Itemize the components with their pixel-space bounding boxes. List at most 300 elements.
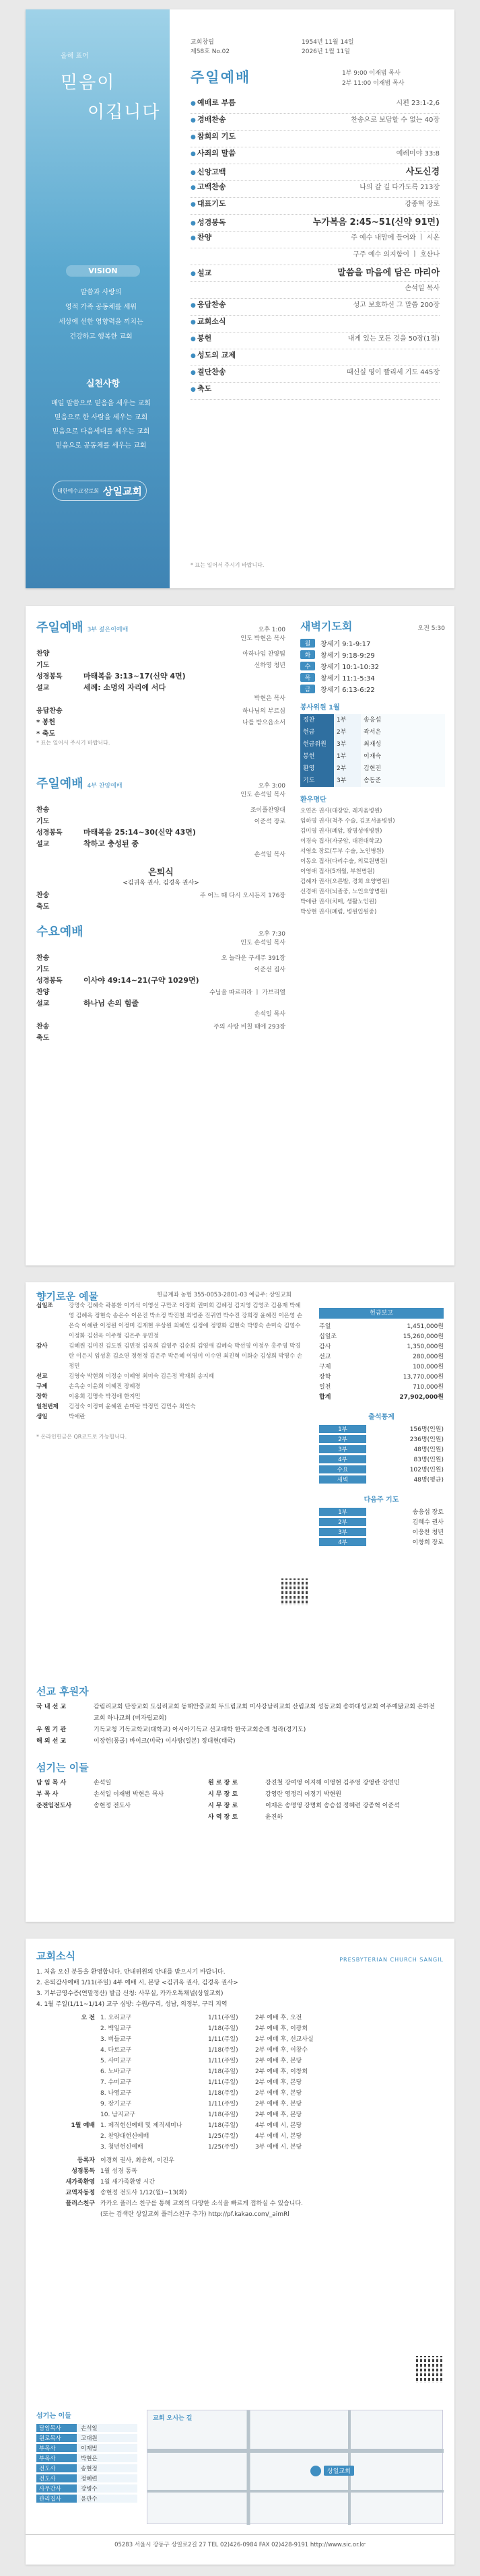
visit-row <box>36 2045 444 2056</box>
wednesday-title: 수요예배 <box>36 925 83 939</box>
summary-value: 280,000원 <box>413 1354 444 1360</box>
serve-heading <box>300 701 445 711</box>
note-label: 교역자동정 <box>65 2190 95 2196</box>
dawn-prayer-time: 오전 5:30 <box>417 625 445 632</box>
visit-date: 1/11(주일) <box>208 2015 238 2021</box>
visit-label <box>36 2066 100 2077</box>
order-value: 때신실 영이 빨리세 기도 445장 <box>346 369 440 376</box>
news-line: 1. 처음 오신 분들을 환영합니다. 안내위원의 안내를 받으시기 바랍니다. <box>36 1969 226 1976</box>
summary-label: 합계 <box>319 1394 331 1401</box>
order-row <box>191 282 440 299</box>
service-row <box>36 1032 285 1043</box>
church-logo <box>53 481 147 501</box>
note-row <box>36 2155 444 2166</box>
order-label: 봉헌 <box>197 334 212 343</box>
order-row <box>191 299 440 316</box>
service-row <box>36 716 285 728</box>
bullet-icon: ● <box>191 386 196 393</box>
serve-role: 환영 <box>303 765 315 772</box>
order-row <box>191 181 440 198</box>
bullet-icon: ● <box>191 336 196 343</box>
row-label: 성경봉독 <box>36 673 63 681</box>
serve-person: 이재숙 <box>364 753 382 760</box>
row-label: * 봉헌 <box>36 719 56 726</box>
bullet-icon: ● <box>191 134 196 141</box>
care-item: 김혜자 권사(오른발, 경희 요양병원) <box>300 878 390 885</box>
mission-supporters <box>36 1686 440 1823</box>
order-value: 성고 보호하신 그 말씀 200장 <box>353 302 440 309</box>
bulletin-page-1 <box>26 9 454 588</box>
staff-row <box>36 2433 137 2443</box>
coworker-names: 강영란 영정리 이정기 박현원 <box>265 1791 341 1798</box>
serve-title: 봉사위원 <box>300 704 327 711</box>
service-row <box>36 648 285 659</box>
visit-title: 6. 노바교구 <box>100 2068 132 2075</box>
dawn-passage: 창세기 9:1-9:17 <box>320 641 371 648</box>
visit-date: 1/18(주일) <box>208 2047 238 2054</box>
bullet-icon: ● <box>191 271 196 277</box>
news-line: 2. 은퇴감사예배 1/11(주일) 4부 예배 시, 본당 <김귀옥 권사, 김경옥 권사> <box>36 1980 238 1986</box>
visit-place: 2부 예배 후, 본당 <box>255 2058 302 2064</box>
mission-heading: 선교 후원자 <box>36 1685 89 1698</box>
summary-label: 구제 <box>319 1364 331 1370</box>
care-item: 서영호 장로(두부 수술, 노인병원) <box>300 848 384 855</box>
pub-date: 2026년 1월 11일 <box>302 48 350 55</box>
attendance-value: 48명(인원) <box>413 1447 444 1453</box>
row-value: 손석일 목사 <box>254 851 285 858</box>
offering-group <box>36 1402 306 1412</box>
bulletin-page-3 <box>26 1282 454 1922</box>
staff-role: 담임목사 <box>36 2424 77 2432</box>
pub-line: 교회창립 <box>191 39 214 46</box>
motto-banner <box>26 9 170 588</box>
care-item: 김미영 권사(폐암, 광명성애병원) <box>300 828 382 835</box>
offering-summary <box>319 1308 444 1547</box>
order-label: 성도의 교제 <box>197 351 236 359</box>
staff-name: 윤관수 <box>77 2495 137 2503</box>
coworker-names: 윤진하 <box>265 1814 283 1821</box>
order-value: 주 예수 내맘에 들어와 ㅣ 시온 <box>351 234 440 242</box>
kakao-link[interactable]: (또는 검색란 상일교회 플러스친구 추가) http://pf.kakao.com/_aimRl <box>100 2211 289 2218</box>
care-item: 임하영 권사(척추 수술, 김포서울병원) <box>300 818 395 825</box>
note-text: 송현정 전도사 1/12(월)~13(화) <box>100 2190 187 2196</box>
service-4 <box>36 774 285 912</box>
order-value: 나의 갈 길 다가도록 213장 <box>359 184 440 191</box>
mission-label: 해 외 선 교 <box>36 1738 67 1745</box>
service-row <box>36 998 285 1009</box>
visit-place: 2부 예배 후, 이광희 <box>255 2025 308 2032</box>
next-prayer-row <box>319 1537 444 1547</box>
visit-label: 1월 예배 <box>71 2122 95 2129</box>
visit-row <box>36 2077 444 2088</box>
service-row <box>36 693 285 705</box>
dawn-passage: 창세기 11:1-5:34 <box>320 675 375 683</box>
dawn-prayer-title: 새벽기도회 <box>300 620 353 633</box>
row-label: 기도 <box>36 966 50 973</box>
order-value: 강종혁 장로 <box>405 201 440 208</box>
attendance-value: 156명(인원) <box>409 1426 444 1433</box>
row-main: 마태복음 25:14~30(신약 43면) <box>83 828 196 837</box>
attendance-label: 4부 <box>319 1455 366 1463</box>
order-value: 손석일 목사 <box>405 285 440 292</box>
practice-text <box>38 396 164 453</box>
summary-heading: 헌금보고 <box>319 1308 444 1319</box>
coworker-label: 시 무 장 로 <box>208 1791 238 1798</box>
order-row <box>191 215 440 232</box>
service-3-lead: 인도 박현은 목사 <box>240 635 285 642</box>
order-label: 사죄의 말씀 <box>197 149 236 158</box>
order-row <box>191 97 440 114</box>
row-value: 주 어느 때 다시 오시든지 176장 <box>199 893 285 899</box>
offering-names: 손옥순 이윤희 이혜진 장혜경 <box>69 1383 141 1390</box>
online-offering-note: * 온라인헌금은 QR코드로 가능합니다. <box>36 1434 127 1440</box>
summary-row <box>319 1361 444 1371</box>
dawn-row <box>300 637 445 649</box>
visit-label <box>36 2056 100 2066</box>
visit-date: 1/18(주일) <box>208 2122 238 2129</box>
visit-place: 2부 예배 후, 이창수 <box>255 2047 308 2054</box>
bullet-icon: ● <box>191 100 196 107</box>
visit-date: 1/18(주일) <box>208 2025 238 2032</box>
serve-part: 2부 <box>337 729 347 736</box>
staff-name: 강병수 <box>77 2484 137 2493</box>
service-row <box>36 682 285 693</box>
standing-note: * 표는 일어서 주시기 바랍니다. <box>191 562 265 568</box>
summary-label: 일천 <box>319 1384 331 1391</box>
staff-name: 손석일 <box>77 2424 137 2432</box>
staff-name: 박현은 <box>77 2454 137 2462</box>
staff-list <box>36 2410 137 2503</box>
service-3-sub: 3부 젊은이예배 <box>87 627 129 633</box>
care-list <box>300 806 445 917</box>
next-prayer-value: 이창희 장로 <box>412 1539 444 1546</box>
offering-label: 선교 <box>36 1373 48 1380</box>
service-row <box>36 705 285 716</box>
practice-line: 믿음으로 공동체를 세우는 교회 <box>55 442 147 450</box>
summary-value: 710,000원 <box>413 1384 444 1391</box>
wednesday-time: 오후 7:30 <box>258 931 285 938</box>
visit-row <box>36 2099 444 2110</box>
note-row <box>36 2166 444 2177</box>
visit-date: 1/11(주일) <box>208 2058 238 2064</box>
visit-date: 1/11(주일) <box>208 2036 238 2043</box>
staff-row <box>36 2493 137 2503</box>
visit-row <box>36 2088 444 2099</box>
care-item: 박애란 권사(치매, 생활노인원) <box>300 899 377 905</box>
offering-names: 박애란 <box>69 1414 85 1420</box>
serve-role: 정찬 <box>303 717 315 724</box>
visit-label <box>36 2088 100 2099</box>
vision-line: 건강하고 행복한 교회 <box>69 333 133 341</box>
visit-date: 1/25(주일) <box>208 2144 238 2151</box>
practice-line: 매일 말씀으로 믿음을 세우는 교회 <box>51 400 151 407</box>
row-main: 이사야 49:14~21(구약 1029면) <box>83 976 199 985</box>
coworker-row <box>36 1812 440 1823</box>
order-label: 대표기도 <box>197 199 226 208</box>
row-label: 설교 <box>36 841 50 848</box>
service-row <box>36 815 285 827</box>
summary-row <box>319 1351 444 1361</box>
summary-row <box>319 1321 444 1331</box>
note-text: 1월 성경 통독 <box>100 2168 137 2175</box>
service-row <box>36 849 285 861</box>
order-row <box>191 349 440 366</box>
bullet-icon: ● <box>191 184 196 191</box>
next-prayer-row <box>319 1517 444 1527</box>
visit-date: 1/18(주일) <box>208 2112 238 2118</box>
row-value: 오 놀라운 구세주 391장 <box>221 955 285 962</box>
attendance-label: 3부 <box>319 1445 366 1453</box>
row-label: 기도 <box>36 662 50 669</box>
coworker-names: 손석일 이재범 박현은 목사 <box>94 1791 164 1798</box>
offering-group <box>36 1392 306 1402</box>
offering-label: 장학 <box>36 1393 48 1400</box>
staff-role: 원로목사 <box>36 2434 77 2442</box>
vision-line: 영적 가족 공동체를 세워 <box>65 304 137 311</box>
offering-list <box>36 1301 306 1442</box>
care-item: 신경애 권사(뇌졸중, 노인요양병원) <box>300 889 388 895</box>
attendance-row <box>319 1434 444 1444</box>
bulletin-page-2 <box>26 606 454 1265</box>
mission-row <box>36 1736 440 1747</box>
next-prayer-label: 4부 <box>319 1538 366 1546</box>
mission-text: 이장헌(몽골) 바이크(미국) 이사랑(일본) 정대현(태국) <box>94 1738 236 1745</box>
bulletin-page-4 <box>26 1939 454 2565</box>
note-text: 1월 새가족환영 시간 <box>100 2179 156 2186</box>
visit-title: 1. 오리교구 <box>100 2015 132 2021</box>
order-row <box>191 198 440 215</box>
coworker-label: 사 역 장 로 <box>208 1814 238 1821</box>
service-4-sub: 4부 찬양예배 <box>87 783 123 790</box>
visit-title: 4. 다로교구 <box>100 2047 132 2054</box>
service-3-time: 오후 1:00 <box>258 627 285 633</box>
visit-place: 2부 예배 후, 선교사실 <box>255 2036 314 2043</box>
order-row <box>191 333 440 349</box>
serve-person: 송응섭 <box>364 717 382 724</box>
offering-names: 강명숙 김혜숙 곽봉환 이기석 이영선 구만조 이정희 권미희 김혜정 김지영 김영조 김용재 박혜영 김혜옥 정현숙 송은수 이은진 박소정 박진철 최병준 진귀연 박수진 강희정 윤혜진 이은영 손은숙 이혜란 이정원 이정미 김재현 우상원 최혜인 심정애 정명화 김현숙 박명숙 손미숙 김영수 이정화 김선옥 이주형 김은주 유민정 <box>69 1302 303 1339</box>
bullet-icon: ● <box>191 220 196 227</box>
pub-date: 1954년 11월 14일 <box>302 39 354 46</box>
motto-small: 올해 표어 <box>61 53 89 60</box>
order-row <box>191 147 440 164</box>
service-row <box>36 728 285 739</box>
offering-heading: 향기로운 예물 <box>36 1290 99 1302</box>
serve-person: 최재성 <box>364 741 382 748</box>
bullet-icon: ● <box>191 319 196 326</box>
visit-title: 3. 청년헌신예배 <box>100 2144 143 2151</box>
staff-row <box>36 2463 137 2473</box>
visit-label <box>36 2131 100 2142</box>
summary-row <box>319 1391 444 1401</box>
visit-row <box>36 2013 444 2023</box>
row-value: 나를 받으옵소서 <box>242 720 285 726</box>
visit-title: 2. 백일교구 <box>100 2025 132 2032</box>
coworker-names: 손석일 <box>94 1780 112 1786</box>
qr-code-icon[interactable] <box>416 2356 443 2383</box>
church-sub: 대한예수교장로회 <box>57 487 99 494</box>
summary-row <box>319 1331 444 1341</box>
visit-date: 1/11(주일) <box>208 2101 238 2108</box>
visit-row <box>36 2066 444 2077</box>
pub-line: 제58호 No.02 <box>191 48 230 55</box>
staff-role: 사무간사 <box>36 2484 77 2493</box>
row-label: 찬송 <box>36 954 50 962</box>
offering-group <box>36 1412 306 1422</box>
staff-row <box>36 2443 137 2453</box>
qr-code-icon[interactable] <box>281 1578 308 1605</box>
coworker-label <box>36 1812 94 1823</box>
mission-text: 기독교청 기독교학교(대학교) 아시아기독교 선교대학 한국교회순례 청라(경기도) <box>94 1727 306 1733</box>
staff-role: 전도사 <box>36 2464 77 2472</box>
next-prayer-value: 송응섭 장로 <box>412 1509 444 1516</box>
row-value: 조이풀찬양대 <box>250 807 285 814</box>
summary-label: 장학 <box>319 1374 331 1381</box>
visit-label <box>36 2034 100 2045</box>
note-label: 플러스친구 <box>65 2200 95 2207</box>
order-label: 신앙고백 <box>197 168 226 176</box>
service-title: 주일예배 <box>191 69 251 85</box>
order-label: 결단찬송 <box>197 368 226 376</box>
vision-line: 말씀과 사랑의 <box>80 289 122 296</box>
staff-name: 고대원 <box>77 2434 137 2442</box>
service-row <box>36 1009 285 1020</box>
offering-group <box>36 1301 306 1342</box>
offering-group <box>36 1372 306 1382</box>
order-row <box>191 131 440 147</box>
row-label: 찬송 <box>36 892 50 899</box>
order-row <box>191 316 440 333</box>
visit-title: 7. 수미교구 <box>100 2079 132 2086</box>
offering-label: 감사 <box>36 1343 48 1350</box>
care-item: 오연은 권사(대장암, 레지움병원) <box>300 808 382 814</box>
row-main: 세례: 소명의 자리에 서다 <box>83 683 166 692</box>
order-row <box>191 114 440 131</box>
visit-place: 2부 예배 후, 이창희 <box>255 2068 308 2075</box>
order-label: 고백찬송 <box>197 182 226 191</box>
mission-row <box>36 1702 440 1725</box>
care-item: 이영애 집사(5개월, 부천병원) <box>300 868 375 875</box>
row-main: 하나님 손의 힘줄 <box>83 999 139 1008</box>
summary-label: 감사 <box>319 1344 331 1350</box>
attendance-label: 새벽 <box>319 1475 366 1484</box>
staff-row <box>36 2473 137 2483</box>
bullet-icon: ● <box>191 302 196 309</box>
visit-place: 2부 예배 후, 본당 <box>255 2101 302 2108</box>
service-4-lead: 인도 손석일 목사 <box>240 792 285 798</box>
summary-value: 100,000원 <box>413 1364 444 1370</box>
publication-dates <box>302 38 354 57</box>
order-row <box>191 164 440 181</box>
order-label: 교회소식 <box>197 317 226 326</box>
motto-line-1: 믿음이 <box>61 73 116 93</box>
visit-title: 5. 사미교구 <box>100 2058 132 2064</box>
visit-date: 1/18(주일) <box>208 2068 238 2075</box>
row-label: 성경봉독 <box>36 977 63 985</box>
service-time: 1부 9:00 이재범 목사 <box>342 70 401 77</box>
next-prayer-label: 1부 <box>319 1508 366 1516</box>
day-badge: 수 <box>300 662 315 670</box>
staff-row <box>36 2423 137 2433</box>
serve-part: 3부 <box>337 777 347 784</box>
standing-note: * 표는 일어서 주시기 바랍니다. <box>36 740 110 746</box>
visit-row <box>36 2131 444 2142</box>
row-value: 이준석 장로 <box>254 819 285 825</box>
serve-part: 2부 <box>337 765 347 772</box>
visit-title: 9. 장기교구 <box>100 2101 132 2108</box>
visit-label <box>36 2099 100 2110</box>
serve-role: 기도 <box>303 777 315 784</box>
row-value: 수님을 따르리라 ㅣ 가브리엘 <box>209 989 285 996</box>
news-line: 4. 1월 주일(1/11~1/14) 교구 심방: 수원/구리, 성남, 의정부, 구리 지역 <box>36 2001 228 2008</box>
wednesday-lead: 인도 손석일 목사 <box>240 940 285 946</box>
staff-role: 부목사 <box>36 2444 77 2452</box>
row-label: 찬양 <box>36 650 50 658</box>
summary-value: 27,902,000원 <box>399 1394 444 1401</box>
summary-row <box>319 1381 444 1391</box>
row-label: 찬송 <box>36 1023 50 1031</box>
church-news <box>36 1951 444 2220</box>
visit-row <box>36 2056 444 2066</box>
row-value: 손석일 목사 <box>254 1011 285 1018</box>
row-main: 착하고 충성된 종 <box>83 839 139 848</box>
order-value: 누가복음 2:45~51(신약 91면) <box>312 217 440 228</box>
next-prayer-heading: 다음주 기도 <box>364 1496 399 1504</box>
order-label: 경배찬송 <box>197 115 226 124</box>
care-item: 이경숙 집사(자궁암, 대전대학교) <box>300 838 382 845</box>
service-row <box>36 659 285 670</box>
summary-value: 1,451,000원 <box>407 1323 444 1330</box>
bullet-icon: ● <box>191 201 196 208</box>
coworker-names: 송현정 전도사 <box>94 1803 131 1809</box>
attendance-row <box>319 1444 444 1454</box>
note-text: 카카오 플러스 친구를 통해 교회의 다양한 소식을 빠르게 접하실 수 있습니다. <box>100 2200 303 2207</box>
note-row <box>36 2188 444 2198</box>
service-row <box>36 827 285 838</box>
row-label: 기도 <box>36 818 50 825</box>
next-prayer-value: 김혜수 권사 <box>412 1519 444 1526</box>
bullet-icon: ● <box>191 370 196 376</box>
coworker-row <box>36 1801 440 1812</box>
service-row <box>36 889 285 901</box>
serve-part: 1부 <box>337 717 347 724</box>
visit-row <box>36 2110 444 2120</box>
visit-label <box>36 2110 100 2120</box>
order-value: 말씀을 마음에 담은 마리아 <box>337 268 440 278</box>
visit-date: 1/18(주일) <box>208 2090 238 2097</box>
bullet-icon: ● <box>191 117 196 124</box>
location-map[interactable] <box>147 2410 443 2524</box>
attendance-heading: 출석통계 <box>368 1414 395 1421</box>
coworker-heading: 섬기는 이들 <box>36 1762 89 1774</box>
wednesday-service <box>36 922 285 1043</box>
serve-person: 김현진 <box>364 765 382 772</box>
row-label: 찬양 <box>36 989 50 996</box>
dawn-passage: 창세기 6:13-6:22 <box>320 687 375 694</box>
order-value: 사도신경 <box>405 167 440 177</box>
next-prayer-label: 3부 <box>319 1528 366 1536</box>
summary-row <box>319 1341 444 1351</box>
attendance-label: 수요 <box>319 1465 366 1473</box>
next-prayer-value: 이웅찬 청년 <box>412 1529 444 1536</box>
order-row <box>191 383 440 400</box>
visit-place: 2부 예배 후, 오전 <box>255 2015 302 2021</box>
row-value: 하나님의 부르심 <box>242 708 285 715</box>
coworker-label: 담 임 목 사 <box>36 1780 67 1786</box>
coworker-names: 이재은 송명영 강명희 송승섭 정혜련 강종혁 이준석 <box>265 1803 400 1809</box>
staff-row <box>36 2483 137 2493</box>
news-heading: 교회소식 <box>36 1950 75 1962</box>
row-label: * 축도 <box>36 730 56 738</box>
